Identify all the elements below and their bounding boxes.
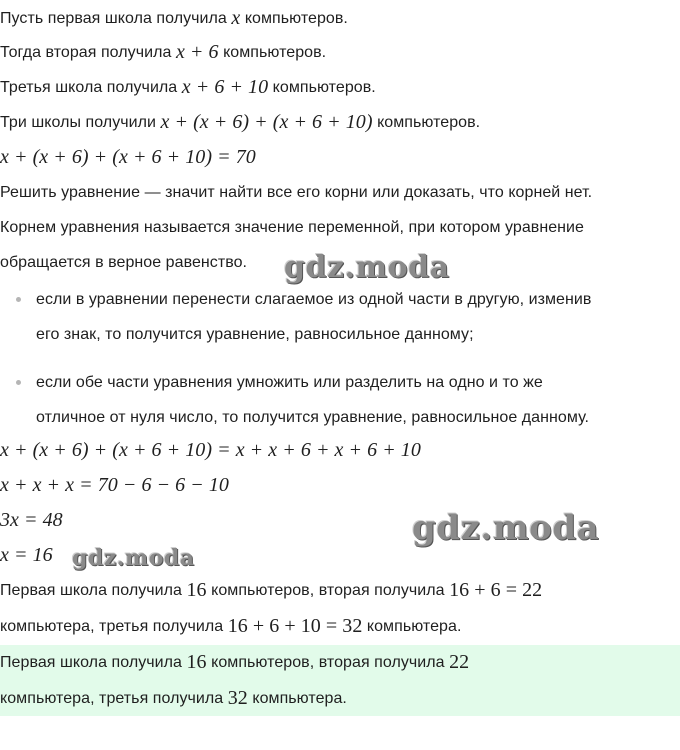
math: x + (x + 6) + (x + 6 + 10) = x + x + 6 + x + 6 + 10 bbox=[0, 439, 421, 461]
text: Тогда вторая получила bbox=[0, 43, 172, 61]
text: Пусть первая школа получила bbox=[0, 9, 227, 27]
text: его знак, то получится уравнение, равносильное данному; bbox=[36, 325, 474, 343]
text-line-9 bbox=[0, 573, 680, 608]
math: 32 bbox=[227, 687, 248, 709]
text: отличное от нуля число, то получится уравнение, равносильное данному. bbox=[36, 408, 590, 426]
text-line-7 bbox=[0, 210, 680, 245]
text: Первая школа получила bbox=[0, 581, 182, 599]
text: компьютеров, вторая получила bbox=[211, 653, 445, 671]
text: компьютера. bbox=[252, 689, 347, 707]
text-line-1 bbox=[0, 1, 680, 36]
text: компьютеров. bbox=[272, 78, 376, 96]
text: компьютера, третья получила bbox=[0, 689, 224, 707]
bullet-dot bbox=[16, 297, 21, 302]
list-item-1-line-a bbox=[36, 282, 680, 317]
list-item-1-line-b bbox=[36, 317, 680, 352]
bullet-dot bbox=[16, 380, 21, 385]
answer-line-2 bbox=[0, 681, 680, 716]
text: Решить уравнение — значит найти все его корни или доказать, что корней нет. bbox=[0, 183, 593, 201]
text: Первая школа получила bbox=[0, 653, 182, 671]
watermark-logo: gdz.moda bbox=[72, 545, 195, 571]
equation-line-3 bbox=[0, 468, 680, 503]
text: Третья школа получила bbox=[0, 78, 178, 96]
math: x = 16 bbox=[0, 544, 53, 566]
text: если в уравнении перенести слагаемое из одной части в другую, изменив bbox=[36, 290, 592, 308]
math: 16 + 6 + 10 = 32 bbox=[227, 615, 363, 637]
text: компьютеров. bbox=[244, 9, 348, 27]
math: x + 6 bbox=[175, 41, 219, 63]
watermark-logo: gdz.moda bbox=[412, 508, 600, 548]
text-line-6 bbox=[0, 175, 680, 210]
text-line-4 bbox=[0, 105, 680, 140]
text: компьютеров. bbox=[377, 113, 481, 131]
math: x + (x + 6) + (x + 6 + 10) bbox=[160, 111, 373, 133]
text: компьютеров, вторая получила bbox=[211, 581, 445, 599]
math: x + (x + 6) + (x + 6 + 10) = 70 bbox=[0, 146, 256, 168]
text: Корнем уравнения называется значение переменной, при котором уравнение bbox=[0, 218, 584, 236]
watermark-logo: gdz.moda bbox=[284, 250, 450, 285]
math: 22 bbox=[449, 651, 470, 673]
text: компьютеров. bbox=[223, 43, 327, 61]
text-line-3 bbox=[0, 70, 680, 105]
math: x + x + x = 70 − 6 − 6 − 10 bbox=[0, 474, 229, 496]
text: компьютера, третья получила bbox=[0, 617, 224, 635]
list-item-2-line-a bbox=[36, 365, 680, 400]
math: x + 6 + 10 bbox=[181, 76, 269, 98]
text: если обе части уравнения умножить или разделить на одно и то же bbox=[36, 373, 543, 391]
math: 16 bbox=[186, 579, 207, 601]
text-line-2 bbox=[0, 35, 680, 70]
answer-line-1 bbox=[0, 645, 680, 680]
text: Три школы получили bbox=[0, 113, 156, 131]
math: x bbox=[231, 7, 241, 29]
text: обращается в верное равенство. bbox=[0, 253, 248, 271]
math: 16 bbox=[186, 651, 207, 673]
text-line-10 bbox=[0, 609, 680, 644]
math: 16 + 6 = 22 bbox=[449, 579, 543, 601]
text: компьютера. bbox=[366, 617, 462, 635]
equation-line-1 bbox=[0, 140, 680, 175]
equation-line-2 bbox=[0, 433, 680, 468]
math: 3x = 48 bbox=[0, 509, 63, 531]
list-item-2-line-b bbox=[36, 400, 680, 435]
